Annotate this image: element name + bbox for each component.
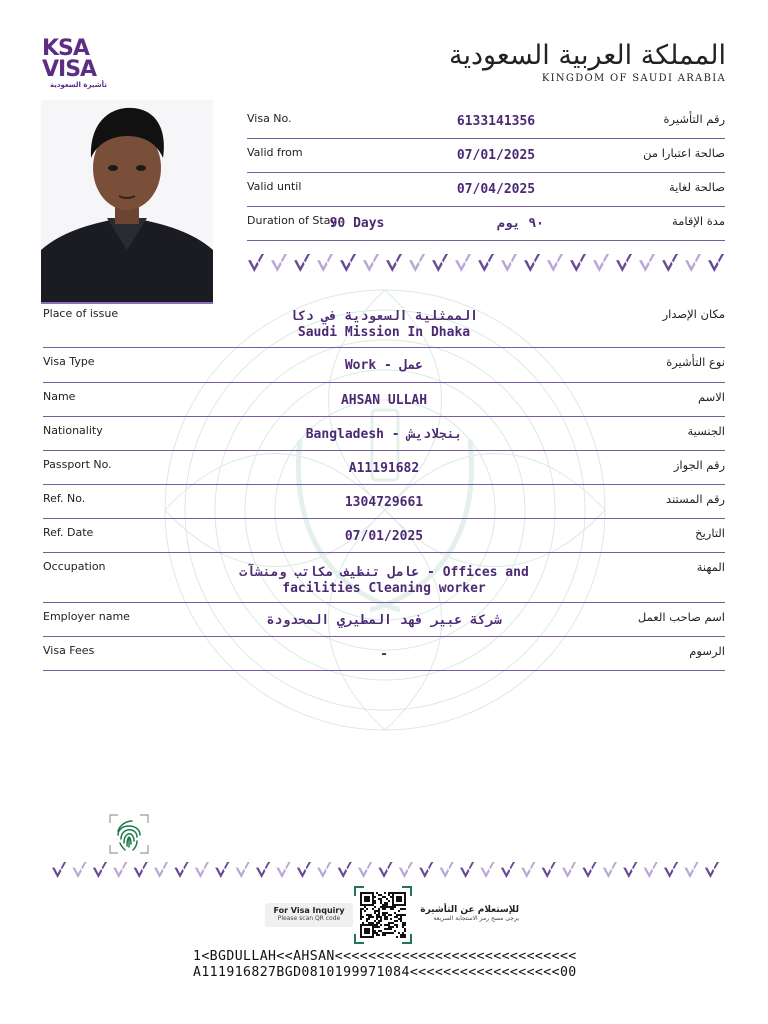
check-mark-icon [358, 862, 372, 878]
value-ar: ٩٠ يوم [497, 216, 544, 231]
label-en: Visa No. [247, 112, 292, 125]
ksa-visa-logo [42, 38, 132, 89]
kingdom-title-en: KINGDOM OF SAUDI ARABIA [541, 73, 726, 84]
value: - [380, 647, 388, 662]
field-employer-name [43, 603, 725, 637]
check-mark-icon [623, 862, 637, 878]
check-mark-icon [399, 862, 413, 878]
check-mark-icon [419, 862, 433, 878]
label-en: Duration of Stay [247, 214, 337, 227]
check-mark-icon [524, 254, 540, 272]
field-visa-type [43, 348, 725, 383]
security-check-stripe-top [248, 254, 724, 278]
label-ar: اسم صاحب العمل [637, 610, 725, 624]
check-mark-icon [386, 254, 402, 272]
label-en: Name [43, 390, 76, 403]
check-mark-icon [480, 862, 494, 878]
check-mark-icon [215, 862, 229, 878]
check-mark-icon [317, 862, 331, 878]
check-mark-icon [547, 254, 563, 272]
check-mark-icon [616, 254, 632, 272]
security-check-stripe-bottom [52, 862, 720, 882]
inquiry-title-ar: للإستعلام عن التأشيرة [420, 905, 519, 915]
label-ar: الجنسية [687, 424, 725, 438]
logo-line1: KSA [42, 36, 89, 61]
visa-inquiry-en [265, 903, 353, 927]
label-ar: الاسم [697, 390, 725, 404]
field-valid-until [247, 172, 725, 207]
label-en: Occupation [43, 560, 106, 573]
field-ref-date [43, 519, 725, 553]
label-en: Ref. Date [43, 526, 94, 539]
inquiry-sub-ar: يرجى مسح رمز الاستجابة السريعة [433, 915, 519, 922]
label-en: Valid from [247, 146, 303, 159]
check-mark-icon [409, 254, 425, 272]
check-mark-icon [593, 254, 609, 272]
check-mark-icon [134, 862, 148, 878]
kingdom-title-ar: المملكة العربية السعودية [448, 40, 726, 71]
label-en: Passport No. [43, 458, 112, 471]
label-en: Employer name [43, 610, 130, 623]
label-ar: صالحة اعتبارا من [643, 146, 725, 160]
check-mark-icon [705, 862, 719, 878]
check-mark-icon [684, 862, 698, 878]
label-en: Visa Type [43, 355, 95, 368]
field-duration-of-stay [247, 206, 725, 241]
check-mark-icon [455, 254, 471, 272]
value: 07/01/2025 [344, 529, 424, 544]
fingerprint-icon [108, 813, 150, 855]
check-mark-icon [195, 862, 209, 878]
value: Work - عمل [344, 358, 424, 373]
check-mark-icon [236, 862, 250, 878]
value: Bangladesh - بنجلاديش [305, 427, 463, 442]
label-en: Visa Fees [43, 644, 95, 657]
value: Saudi Mission In Dhaka [297, 325, 471, 340]
value: 6133141356 [456, 114, 536, 129]
label-ar: صالحة لغاية [669, 180, 725, 194]
label-ar: المهنة [696, 560, 725, 574]
check-mark-icon [340, 254, 356, 272]
check-mark-icon [644, 862, 658, 878]
check-mark-icon [113, 862, 127, 878]
inquiry-title-en: For Visa Inquiry [273, 906, 345, 915]
mrz-line1: 1<BGDULLAH<<AHSAN<<<<<<<<<<<<<<<<<<<<<<<<<<<<< [193, 949, 577, 964]
check-mark-icon [570, 254, 586, 272]
label-ar: التاريخ [695, 526, 725, 540]
check-mark-icon [378, 862, 392, 878]
field-passport-no [43, 451, 725, 485]
check-mark-icon [708, 254, 724, 272]
check-mark-icon [174, 862, 188, 878]
check-mark-icon [521, 862, 535, 878]
value: عامل تنظيف مكاتب ومنشآت - Offices and [239, 565, 529, 580]
label-en: Place of issue [43, 307, 119, 320]
check-mark-icon [154, 862, 168, 878]
value: 90 Days [329, 216, 385, 231]
label-en: Ref. No. [43, 492, 86, 505]
value: AHSAN ULLAH [340, 393, 428, 408]
label-ar: رقم المستند [666, 492, 725, 506]
check-mark-icon [93, 862, 107, 878]
label-ar: رقم التأشيرة [663, 112, 725, 126]
field-place-of-issue [43, 300, 725, 348]
value: 1304729661 [344, 495, 424, 510]
logo-line2: VISA [42, 57, 97, 82]
check-mark-icon [664, 862, 678, 878]
field-ref-no [43, 485, 725, 519]
check-mark-icon [317, 254, 333, 272]
check-mark-icon [440, 862, 454, 878]
value: A11191682 [348, 461, 420, 476]
check-mark-icon [662, 254, 678, 272]
check-mark-icon [72, 862, 86, 878]
qr-code-icon[interactable] [354, 886, 412, 944]
mrz-line2: A111916827BGD0810199971084<<<<<<<<<<<<<<<<<<00 [193, 965, 577, 980]
logo-sub: تأشيرة السعودية [50, 81, 107, 89]
check-mark-icon [582, 862, 596, 878]
check-mark-icon [363, 254, 379, 272]
inquiry-sub-en: Please scan QR code [277, 915, 341, 922]
label-ar: مكان الإصدار [662, 307, 725, 321]
label-ar: نوع التأشيرة [666, 355, 725, 369]
check-mark-icon [52, 862, 66, 878]
check-mark-icon [685, 254, 701, 272]
field-name [43, 383, 725, 417]
check-mark-icon [501, 862, 515, 878]
check-mark-icon [603, 862, 617, 878]
kingdom-header [449, 40, 726, 84]
label-ar: الرسوم [689, 644, 725, 658]
applicant-photo [41, 100, 213, 304]
check-mark-icon [271, 254, 287, 272]
check-mark-icon [478, 254, 494, 272]
machine-readable-zone [193, 949, 577, 981]
check-mark-icon [562, 862, 576, 878]
check-mark-icon [297, 862, 311, 878]
check-mark-icon [294, 254, 310, 272]
field-occupation [43, 553, 725, 603]
check-mark-icon [256, 862, 270, 878]
label-ar: رقم الجواز [673, 458, 725, 472]
label-en: Nationality [43, 424, 103, 437]
field-nationality [43, 417, 725, 451]
label-ar: مدة الإقامة [672, 214, 725, 228]
check-mark-icon [501, 254, 517, 272]
field-visa-no [247, 104, 725, 139]
check-mark-icon [338, 862, 352, 878]
field-valid-from [247, 138, 725, 173]
check-mark-icon [248, 254, 264, 272]
check-mark-icon [639, 254, 655, 272]
check-mark-icon [276, 862, 290, 878]
check-mark-icon [432, 254, 448, 272]
value: 07/04/2025 [456, 182, 536, 197]
label-en: Valid until [247, 180, 302, 193]
value: 07/01/2025 [456, 148, 536, 163]
value-ar: الممثلية السعودية في دكا [290, 309, 478, 324]
value-line2: facilities Cleaning worker [282, 581, 486, 596]
check-mark-icon [460, 862, 474, 878]
check-mark-icon [542, 862, 556, 878]
field-visa-fees [43, 637, 725, 671]
value: شركة عبير فهد المطيري المحدودة [266, 613, 502, 628]
visa-inquiry-ar [415, 903, 519, 927]
